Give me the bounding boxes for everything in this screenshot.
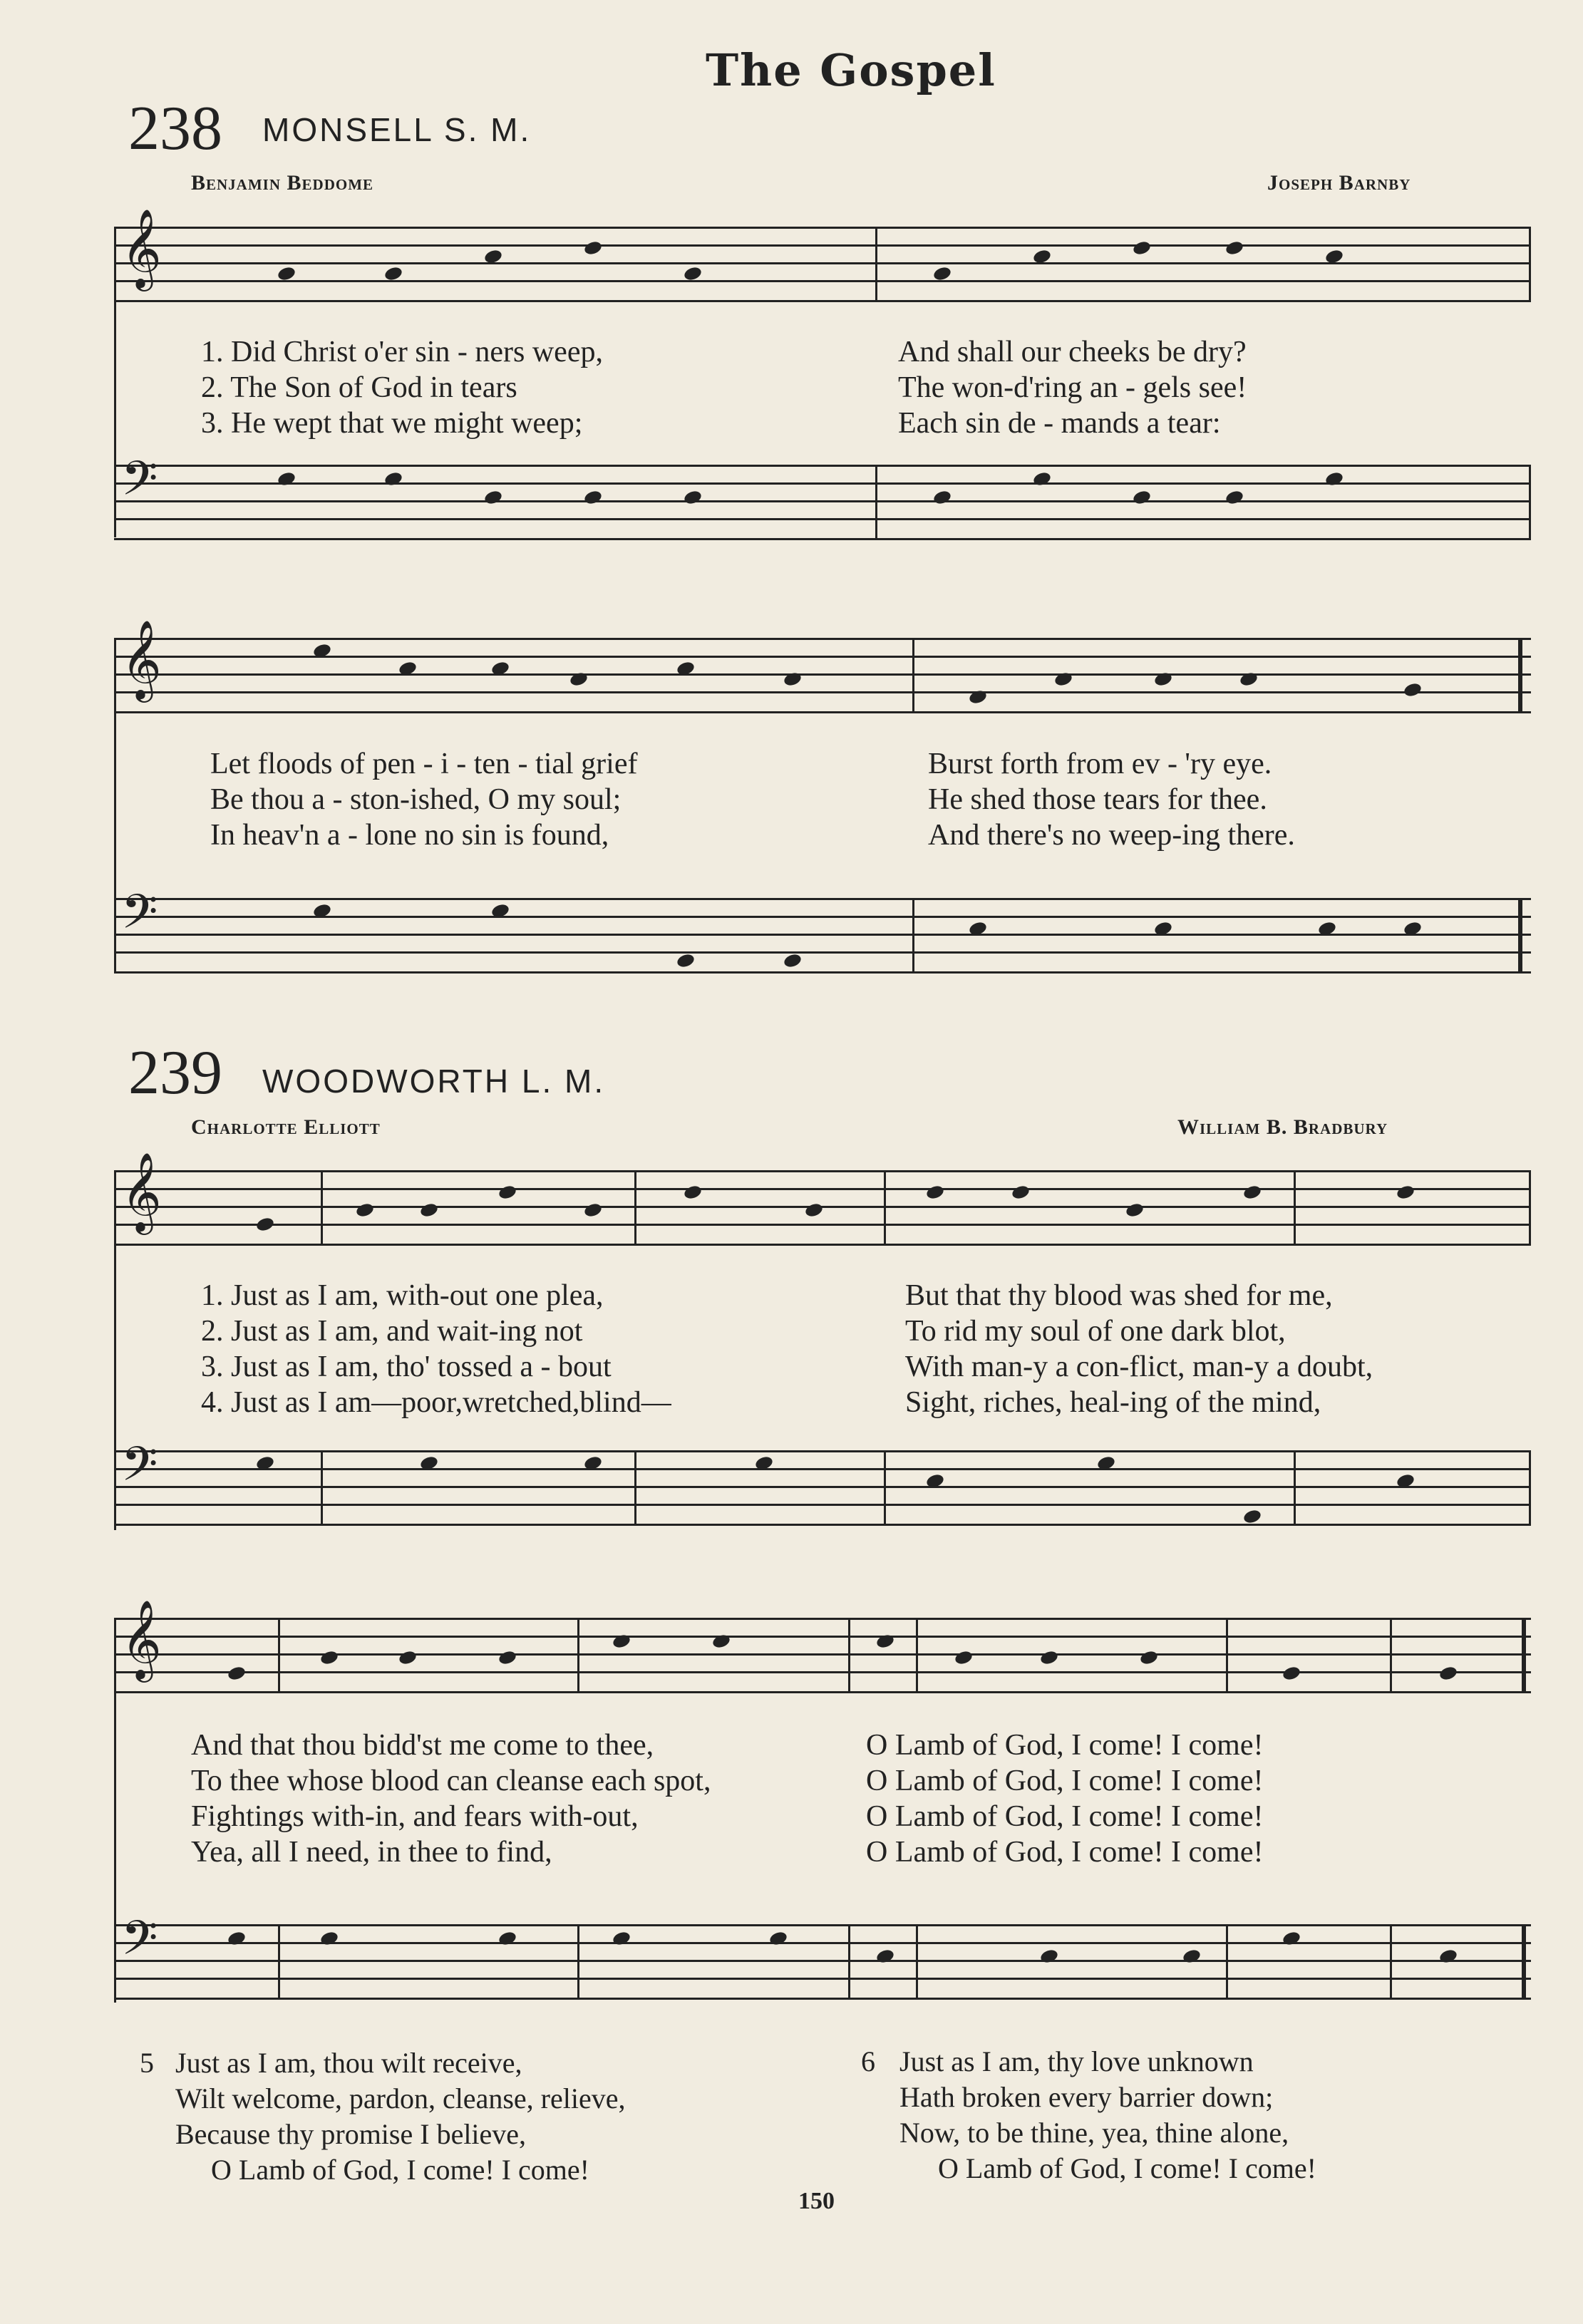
lyric-line: In heav'n a - lone no sin is found, <box>210 819 609 852</box>
lyric-line: Yea, all I need, in thee to find, <box>191 1836 552 1869</box>
section-title: The Gospel <box>706 44 996 96</box>
lyric-line: O Lamb of God, I come! I come! <box>866 1836 1264 1869</box>
hymn-number: 239 <box>128 1038 222 1107</box>
lyric-line: With man-y a con-flict, man-y a doubt, <box>905 1350 1373 1383</box>
tune-name: MONSELL S. M. <box>262 111 532 148</box>
verse-line: Because thy promise I believe, <box>175 2118 527 2150</box>
bass-staff <box>114 1450 1531 1526</box>
lyric-line: To rid my soul of one dark blot, <box>905 1315 1286 1348</box>
bass-staff <box>114 465 1531 540</box>
lyric-line: Be thou a - ston-ished, O my soul; <box>210 783 622 816</box>
lyric-line: 1. Just as I am, with-out one plea, <box>201 1279 604 1312</box>
lyric-line: O Lamb of God, I come! I come! <box>866 1729 1264 1762</box>
treble-staff <box>114 227 1531 302</box>
treble-clef-icon: 𝄞 <box>121 1152 162 1231</box>
lyric-line: And shall our cheeks be dry? <box>898 336 1247 368</box>
lyric-line: 2. Just as I am, and wait-ing not <box>201 1315 583 1348</box>
verse-number: 5 <box>140 2047 154 2079</box>
verse-line: Hath broken every barrier down; <box>899 2081 1274 2113</box>
lyric-line: But that thy blood was shed for me, <box>905 1279 1333 1312</box>
lyric-line: And that thou bidd'st me come to thee, <box>191 1729 654 1762</box>
bass-clef-icon: 𝄢 <box>121 884 158 951</box>
lyric-line: O Lamb of God, I come! I come! <box>866 1800 1264 1833</box>
lyric-line: 4. Just as I am—poor,wretched,blind— <box>201 1386 671 1419</box>
bass-clef-icon: 𝄢 <box>121 1437 158 1503</box>
lyric-line: The won-d'ring an - gels see! <box>898 371 1247 404</box>
hymn-number: 238 <box>128 94 222 163</box>
page-number: 150 <box>798 2188 835 2214</box>
verse-line: Wilt welcome, pardon, cleanse, relieve, <box>175 2082 626 2114</box>
lyric-line: Burst forth from ev - 'ry eye. <box>928 748 1272 780</box>
lyric-line: Fightings with-in, and fears with-out, <box>191 1800 639 1833</box>
bass-clef-icon: 𝄢 <box>121 451 158 517</box>
treble-clef-icon: 𝄞 <box>121 208 162 288</box>
tune-name: WOODWORTH L. M. <box>262 1063 606 1100</box>
verse-line: O Lamb of God, I come! I come! <box>938 2152 1316 2184</box>
lyric-line: He shed those tears for thee. <box>928 783 1267 816</box>
treble-staff <box>114 1170 1531 1246</box>
lyric-line: 3. Just as I am, tho' tossed a - bout <box>201 1350 612 1383</box>
treble-clef-icon: 𝄞 <box>121 1599 162 1679</box>
lyric-line: And there's no weep-ing there. <box>928 819 1295 852</box>
lyric-line: Let floods of pen - i - ten - tial grief <box>210 748 638 780</box>
verse-number: 6 <box>861 2045 875 2077</box>
lyric-line: 1. Did Christ o'er sin - ners weep, <box>201 336 603 368</box>
words-credit: Charlotte Elliott <box>191 1115 381 1139</box>
verse-line: Just as I am, thy love unknown <box>899 2045 1254 2077</box>
music-credit: William B. Bradbury <box>1177 1115 1388 1139</box>
verse-line: O Lamb of God, I come! I come! <box>211 2154 589 2186</box>
words-credit: Benjamin Beddome <box>191 171 374 195</box>
lyric-line: O Lamb of God, I come! I come! <box>866 1765 1264 1797</box>
lyric-line: 2. The Son of God in tears <box>201 371 517 404</box>
music-credit: Joseph Barnby <box>1267 171 1411 195</box>
lyric-line: Sight, riches, heal-ing of the mind, <box>905 1386 1321 1419</box>
treble-clef-icon: 𝄞 <box>121 619 162 699</box>
verse-line: Now, to be thine, yea, thine alone, <box>899 2117 1289 2149</box>
lyric-line: To thee whose blood can cleanse each spot, <box>191 1765 711 1797</box>
lyric-line: 3. He wept that we might weep; <box>201 407 583 440</box>
lyric-line: Each sin de - mands a tear: <box>898 407 1221 440</box>
verse-line: Just as I am, thou wilt receive, <box>175 2047 522 2079</box>
bass-clef-icon: 𝄢 <box>121 1911 158 1977</box>
